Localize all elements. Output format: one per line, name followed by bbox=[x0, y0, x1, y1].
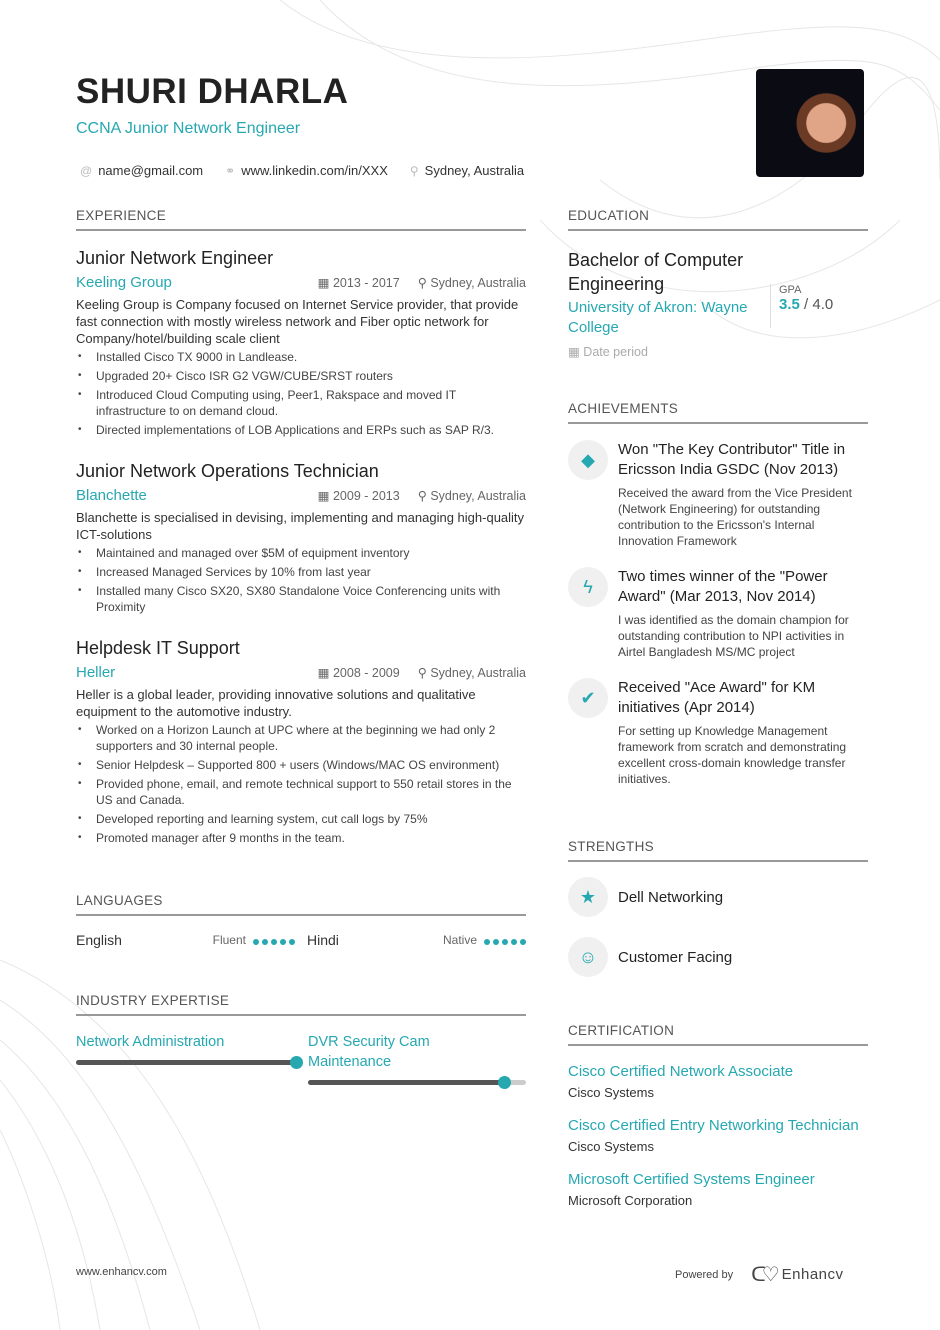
bullet-item: • Maintained and managed over $5M of equipment inventory bbox=[76, 545, 526, 561]
achievement-item bbox=[568, 678, 868, 787]
job-entry bbox=[76, 461, 526, 618]
job-location bbox=[418, 488, 526, 503]
expertise-bar-knob bbox=[498, 1076, 511, 1089]
certification-name: Cisco Certified Entry Networking Technician bbox=[568, 1117, 859, 1134]
job-title: Junior Network Engineer bbox=[76, 248, 274, 268]
calendar-icon: ▦ bbox=[317, 276, 333, 290]
at-icon: @ bbox=[80, 164, 93, 178]
job-meta bbox=[318, 487, 526, 504]
candidate-title: CCNA Junior Network Engineer bbox=[76, 120, 301, 137]
dates-text: 2009 - 2013 bbox=[332, 489, 400, 503]
dates-text: 2013 - 2017 bbox=[332, 276, 400, 290]
powered-by: Powered by bbox=[675, 1268, 734, 1281]
gpa-value: 3.5 bbox=[779, 296, 800, 313]
language-level-dots bbox=[250, 932, 295, 948]
level-dot bbox=[520, 939, 526, 945]
job-dates bbox=[318, 275, 400, 290]
bullet-item: • Increased Managed Services by 10% from last year bbox=[76, 564, 526, 580]
strength-name: Dell Networking bbox=[618, 888, 724, 906]
job-location bbox=[418, 275, 526, 290]
gpa-max: 4.0 bbox=[812, 296, 834, 313]
achievement-body bbox=[618, 440, 868, 549]
languages-heading: LANGUAGES bbox=[76, 893, 526, 916]
expertise-item bbox=[76, 1032, 296, 1065]
certification-item bbox=[568, 1170, 868, 1208]
achievement-body bbox=[618, 567, 868, 660]
achievement-description: I was identified as the domain champion for outstanding contribution to NPI activities in Airtel Bangladesh MS/MC project bbox=[618, 613, 849, 659]
experience-heading: EXPERIENCE bbox=[76, 208, 526, 231]
level-dot bbox=[484, 939, 490, 945]
bolt-icon: ϟ bbox=[568, 567, 608, 607]
level-dot bbox=[271, 939, 277, 945]
strength-item bbox=[568, 937, 868, 977]
language-name: English bbox=[76, 932, 122, 948]
achievement-item bbox=[568, 567, 868, 660]
language-level: Native bbox=[442, 933, 477, 947]
location-text: Sydney, Australia bbox=[424, 163, 525, 178]
job-description: Keeling Group is Company focused on Internet Service provider, that provide fast connection with mostly wireless network and Fiber optic network for Company/hotel/building scale client bbox=[76, 297, 519, 346]
achievement-description: Received the award from the Vice President (Network Engineering) for outstanding contribution to the Ericsson's Internal Innovation Framework bbox=[618, 486, 852, 548]
language-level: Fluent bbox=[212, 933, 246, 947]
enhancv-logo-icon: ᑕ♡ bbox=[751, 1264, 776, 1286]
level-dot bbox=[511, 939, 517, 945]
company-name: Blanchette bbox=[76, 487, 147, 504]
contact-row bbox=[80, 163, 524, 178]
expertise-heading: INDUSTRY EXPERTISE bbox=[76, 993, 526, 1016]
expertise-name: Network Administration bbox=[76, 1034, 225, 1050]
achievements-heading: ACHIEVEMENTS bbox=[568, 401, 868, 424]
level-dot bbox=[289, 939, 295, 945]
education-heading: EDUCATION bbox=[568, 208, 868, 231]
job-dates bbox=[318, 488, 400, 503]
contact-email[interactable] bbox=[80, 163, 203, 178]
job-title: Helpdesk IT Support bbox=[76, 638, 240, 658]
job-description: Heller is a global leader, providing innovative solutions and qualitative equipment to the automotive industry. bbox=[76, 687, 476, 719]
certification-heading: CERTIFICATION bbox=[568, 1023, 868, 1046]
achievement-title: Won "The Key Contributor" Title in Ericsson India GSDC (Nov 2013) bbox=[618, 441, 846, 478]
achievement-body bbox=[618, 678, 868, 787]
bullet-item: • Worked on a Horizon Launch at UPC where at the beginning we had only 2 supporters and 30 internal people. bbox=[76, 722, 526, 754]
achievement-item bbox=[568, 440, 868, 549]
certification-item bbox=[568, 1062, 868, 1100]
location-pin-icon: ⚲ bbox=[417, 276, 431, 290]
location-pin-icon: ⚲ bbox=[409, 164, 419, 178]
job-bullets bbox=[76, 545, 526, 615]
bullet-item: • Provided phone, email, and remote technical support to 550 retail stores in the US and Canada. bbox=[76, 776, 526, 808]
location-text: Sydney, Australia bbox=[430, 489, 526, 503]
job-company-row bbox=[76, 274, 526, 291]
bullet-item: • Installed Cisco TX 9000 in Landlease. bbox=[76, 349, 526, 365]
job-dates bbox=[318, 665, 400, 680]
expertise-item bbox=[308, 1032, 526, 1085]
job-meta bbox=[318, 274, 526, 291]
expertise-level-bar bbox=[76, 1060, 296, 1065]
language-level-dots bbox=[481, 932, 526, 948]
bullet-item: • Developed reporting and learning system, cut call logs by 75% bbox=[76, 811, 526, 827]
bullet-item: • Installed many Cisco SX20, SX80 Standalone Voice Conferencing units with Proximity bbox=[76, 583, 526, 615]
job-bullets bbox=[76, 722, 526, 846]
expertise-name: DVR Security Cam Maintenance bbox=[308, 1034, 430, 1070]
expertise-bar-fill bbox=[308, 1080, 504, 1085]
certification-issuer: Cisco Systems bbox=[568, 1139, 654, 1154]
job-meta bbox=[318, 664, 526, 681]
location-pin-icon: ⚲ bbox=[417, 489, 431, 503]
degree: Bachelor of Computer Engineering bbox=[568, 250, 744, 294]
language-item bbox=[76, 932, 295, 948]
company-name: Heller bbox=[76, 664, 116, 681]
bullet-item: • Directed implementations of LOB Applications and ERPs such as SAP R/3. bbox=[76, 422, 526, 438]
job-entry bbox=[76, 638, 526, 849]
certification-list bbox=[568, 1062, 868, 1224]
email-text: name@gmail.com bbox=[98, 163, 204, 178]
bullet-item: • Senior Helpdesk – Supported 800 + users (Windows/MAC OS environment) bbox=[76, 757, 526, 773]
job-company-row bbox=[76, 487, 526, 504]
bullet-item: • Introduced Cloud Computing using, Peer1, Rakspace and moved IT infrastructure to on demand cloud. bbox=[76, 387, 526, 419]
certification-item bbox=[568, 1116, 868, 1154]
achievement-description: For setting up Knowledge Management framework from scratch and demonstrating excellent cross-domain knowledge transfer initiatives. bbox=[618, 724, 847, 786]
bullet-item: • Promoted manager after 9 months in the team. bbox=[76, 830, 526, 846]
dates-text: 2008 - 2009 bbox=[332, 666, 400, 680]
level-dot bbox=[502, 939, 508, 945]
certification-issuer: Microsoft Corporation bbox=[568, 1193, 693, 1208]
gpa-label: GPA bbox=[779, 284, 802, 296]
location-pin-icon: ⚲ bbox=[417, 666, 431, 680]
star-icon: ★ bbox=[568, 877, 608, 917]
diamond-icon: ◆ bbox=[568, 440, 608, 480]
level-dot bbox=[253, 939, 259, 945]
strengths-heading: STRENGTHS bbox=[568, 839, 868, 862]
expertise-level-bar bbox=[308, 1080, 526, 1085]
linkedin-text: www.linkedin.com/in/XXX bbox=[241, 163, 388, 178]
school: University of Akron: Wayne College bbox=[568, 299, 748, 336]
languages-list bbox=[76, 932, 526, 948]
language-name: Hindi bbox=[307, 932, 339, 948]
expertise-bar-knob bbox=[290, 1056, 303, 1069]
certification-name: Cisco Certified Network Associate bbox=[568, 1063, 794, 1080]
achievement-title: Received "Ace Award" for KM initiatives (Apr 2014) bbox=[618, 679, 816, 716]
achievements-list bbox=[568, 440, 868, 805]
footer-branding bbox=[675, 1262, 844, 1287]
job-location bbox=[418, 665, 526, 680]
language-item bbox=[307, 932, 526, 948]
certification-name: Microsoft Certified Systems Engineer bbox=[568, 1171, 815, 1188]
job-title: Junior Network Operations Technician bbox=[76, 461, 379, 481]
location-text: Sydney, Australia bbox=[430, 276, 526, 290]
location-text: Sydney, Australia bbox=[430, 666, 526, 680]
contact-location bbox=[410, 163, 524, 178]
expertise-list bbox=[76, 1032, 526, 1085]
job-entry bbox=[76, 248, 526, 441]
calendar-icon: ▦ bbox=[317, 666, 333, 680]
achievement-title: Two times winner of the "Power Award" (Mar 2013, Nov 2014) bbox=[618, 568, 828, 605]
calendar-icon: ▦ bbox=[568, 345, 584, 359]
education-entry: Bachelor of Computer Engineering University of Akron: Wayne College ▦ Date period GPA 3.5 / 4.0 bbox=[568, 250, 834, 359]
link-icon: ⚭ bbox=[225, 164, 236, 178]
job-bullets bbox=[76, 349, 526, 438]
enhancv-brand: Enhancv bbox=[781, 1266, 844, 1283]
check-icon: ✔ bbox=[568, 678, 608, 718]
user-icon: ☺ bbox=[568, 937, 608, 977]
strength-name: Customer Facing bbox=[618, 948, 733, 966]
candidate-name: SHURI DHARLA bbox=[76, 72, 349, 111]
bullet-item: • Upgraded 20+ Cisco ISR G2 VGW/CUBE/SRST routers bbox=[76, 368, 526, 384]
calendar-icon: ▦ bbox=[317, 489, 333, 503]
education-date: Date period bbox=[583, 345, 648, 359]
strengths-list bbox=[568, 877, 868, 997]
strength-item bbox=[568, 877, 868, 917]
company-name: Keeling Group bbox=[76, 274, 172, 291]
job-description: Blanchette is specialised in devising, implementing and managing high-quality ICT-solutions bbox=[76, 510, 525, 542]
level-dot bbox=[262, 939, 268, 945]
footer-site[interactable]: www.enhancv.com bbox=[76, 1266, 167, 1278]
level-dot bbox=[280, 939, 286, 945]
job-company-row bbox=[76, 664, 526, 681]
certification-issuer: Cisco Systems bbox=[568, 1085, 654, 1100]
profile-photo bbox=[756, 69, 864, 177]
expertise-bar-fill bbox=[76, 1060, 296, 1065]
level-dot bbox=[493, 939, 499, 945]
contact-linkedin[interactable] bbox=[225, 163, 388, 178]
